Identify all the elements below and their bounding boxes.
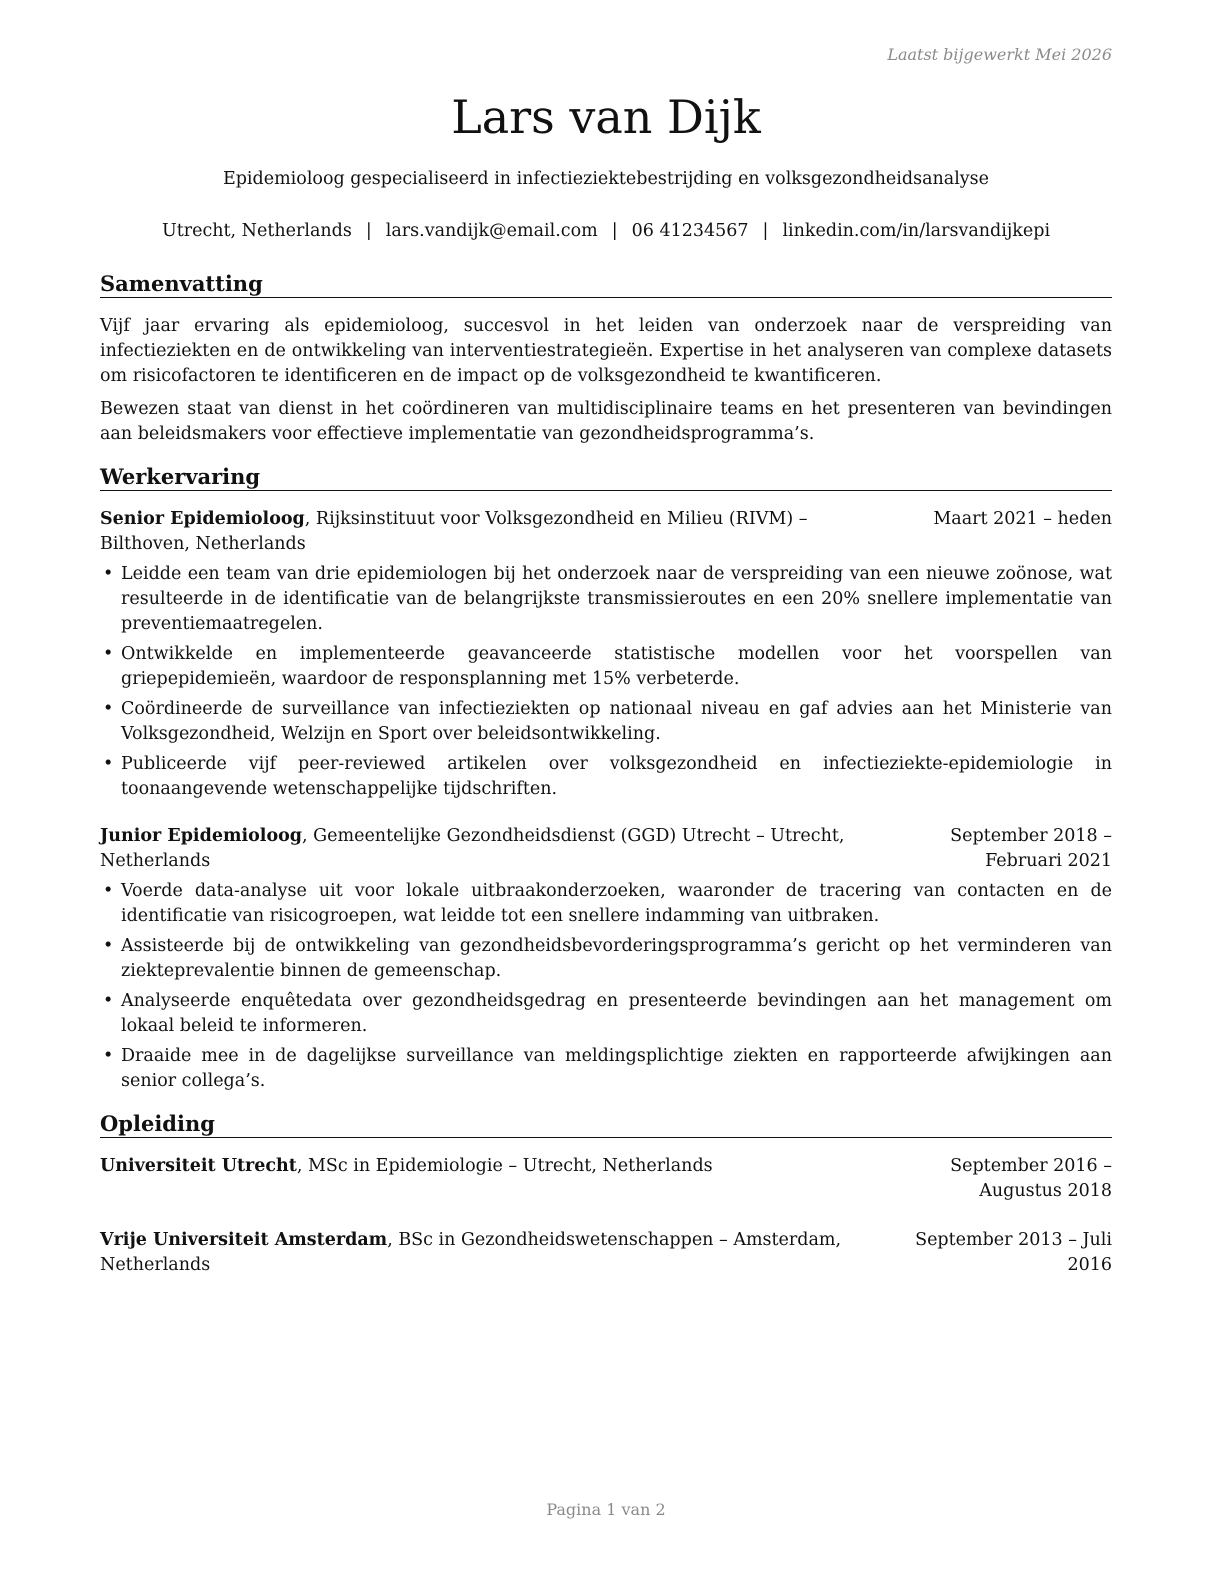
job-dates: Maart 2021 – heden <box>933 509 1112 529</box>
linkedin-link[interactable]: linkedin.com/in/larsvandijkepi <box>782 221 1051 241</box>
list-item: • Draaide mee in de dagelijkse surveillance van meldingsplichtige ziekten en rapporteerde afwijkingen aan senior collega’s. <box>103 1046 1112 1091</box>
school-name: Vrije Universiteit Amsterdam <box>100 1230 388 1250</box>
job-bullets <box>100 562 1112 802</box>
job-entry <box>100 824 1112 1094</box>
education-dates: September 2013 – Juli 2016 <box>915 1230 1112 1275</box>
education-section <box>100 1111 1112 1278</box>
location: Utrecht, Netherlands <box>161 221 352 241</box>
contact-line <box>100 219 1112 243</box>
section-title-education: Opleiding <box>100 1111 1112 1138</box>
list-item: • Analyseerde enquêtedata over gezondheidsgedrag en presenteerde bevindingen aan het management om lokaal beleid te informeren. <box>103 991 1112 1036</box>
separator: | <box>365 221 372 241</box>
last-updated: Laatst bijgewerkt Mei 2026 <box>887 45 1112 64</box>
education-header <box>100 1154 1112 1204</box>
degree-detail: , MSc in Epidemiologie – Utrecht, Netherlands <box>296 1156 713 1176</box>
education-entry <box>100 1228 1112 1278</box>
degree-detail: , BSc in Gezondheidswetenschappen – Amsterdam, Netherlands <box>100 1230 842 1275</box>
section-title-summary: Samenvatting <box>100 271 1112 298</box>
list-item: • Voerde data-analyse uit voor lokale uitbraakonderzoeken, waaronder de tracering van contacten en de identificatie van risicogroepen, wat leidde tot een snellere indamming van uitbraken. <box>103 881 1112 926</box>
job-entry <box>100 507 1112 802</box>
job-role: Senior Epidemioloog <box>100 509 305 529</box>
education-header <box>100 1228 1112 1278</box>
job-header <box>100 824 1112 874</box>
education-dates: September 2016 – Augustus 2018 <box>950 1156 1112 1201</box>
resume-page <box>100 0 1112 1584</box>
list-item: • Assisteerde bij de ontwikkeling van gezondheidsbevorderingsprogramma’s gericht op het verminderen van ziekteprevalentie binnen de gemeenschap. <box>103 936 1112 981</box>
job-organization: , Gemeentelijke Gezondheidsdienst (GGD) Utrecht – Utrecht, Netherlands <box>100 826 845 871</box>
list-item: • Leidde een team van drie epidemiologen bij het onderzoek naar de verspreiding van een nieuwe zoönose, wat resulteerde in de identificatie van de belangrijkste transmissieroutes en een 20% snellere implementatie van preventiemaatregelen. <box>103 564 1112 634</box>
candidate-name: Lars van Dijk <box>451 90 761 144</box>
separator: | <box>611 221 618 241</box>
school-name: Universiteit Utrecht <box>100 1156 297 1176</box>
job-header <box>100 507 1112 557</box>
page-number: Pagina 1 van 2 <box>546 1500 666 1519</box>
list-item: • Coördineerde de surveillance van infectieziekten op nationaal niveau en gaf advies aan het Ministerie van Volksgezondheid, Welzijn en Sport over beleidsontwikkeling. <box>103 699 1112 744</box>
education-entry <box>100 1154 1112 1204</box>
separator: | <box>762 221 769 241</box>
job-dates: September 2018 – Februari 2021 <box>950 826 1112 871</box>
list-item: • Ontwikkelde en implementeerde geavanceerde statistische modellen voor het voorspellen van griepepidemieën, waardoor de responsplanning met 15% verbeterde. <box>103 644 1112 689</box>
email-link[interactable]: lars.vandijk@email.com <box>385 221 598 241</box>
tagline: Epidemioloog gespecialiseerd in infectieziektebestrijding en volksgezondheidsanalyse <box>222 169 990 189</box>
job-role: Junior Epidemioloog <box>100 826 303 846</box>
summary-paragraph: Bewezen staat van dienst in het coördineren van multidisciplinaire teams en het presenteren van bevindingen aan beleidsmakers voor effectieve implementatie van gezondheidsprogramma’s. <box>100 399 1112 444</box>
phone-number: 06 41234567 <box>631 221 749 241</box>
list-item: • Publiceerde vijf peer-reviewed artikelen over volksgezondheid en infectieziekte-epidemiologie in toonaangevende wetenschappelijke tijdschriften. <box>103 754 1112 799</box>
section-title-experience: Werkervaring <box>100 464 1112 491</box>
job-organization: , Rijksinstituut voor Volksgezondheid en Milieu (RIVM) – Bilthoven, Netherlands <box>100 509 808 554</box>
summary-paragraph: Vijf jaar ervaring als epidemioloog, succesvol in het leiden van onderzoek naar de verspreiding van infectieziekten en de ontwikkeling van interventiestrategieën. Expertise in het analyseren van complexe datasets om risicofactoren te identificeren en de impact op de volksgezondheid te kwantificeren. <box>100 316 1112 386</box>
summary-section <box>100 271 1112 447</box>
experience-section <box>100 464 1112 1094</box>
job-bullets <box>100 879 1112 1094</box>
